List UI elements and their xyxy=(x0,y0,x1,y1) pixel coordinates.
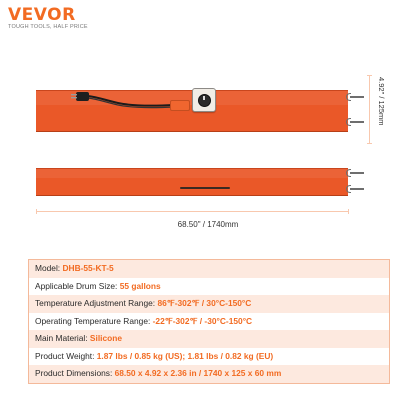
spec-label: Operating Temperature Range: xyxy=(35,315,153,326)
spec-label: Temperature Adjustment Range: xyxy=(35,298,158,308)
tension-hook-icon xyxy=(350,188,364,190)
spec-value: -22℉-302℉ / -30°C-150°C xyxy=(152,315,253,326)
spec-label: Model: xyxy=(35,263,63,273)
cord-connector xyxy=(170,100,190,111)
spec-row-operating-temperature xyxy=(29,313,389,331)
spec-value: DHB-55-KT-5 xyxy=(62,263,114,273)
strip-edge-wire xyxy=(180,187,230,189)
vevor-logo xyxy=(8,6,88,30)
spec-label: Applicable Drum Size: xyxy=(35,280,120,291)
spec-row-temperature-adjustment xyxy=(29,295,389,313)
length-dimension-line xyxy=(36,211,349,212)
brand-tagline: TOUGH TOOLS, HALF PRICE xyxy=(8,24,88,30)
spec-value: Silicone xyxy=(89,333,123,343)
spec-row-weight xyxy=(29,348,389,366)
spec-value: 1.87 lbs / 0.85 kg (US); 1.81 lbs / 0.82 kg (EU) xyxy=(96,350,274,361)
tension-hook-icon xyxy=(350,172,364,174)
tension-hook-icon xyxy=(350,96,364,98)
spec-row-drum-size xyxy=(29,278,389,296)
spec-row-dimensions xyxy=(29,365,389,383)
height-dimension-label: 4.92" / 125mm xyxy=(377,77,386,126)
specs-table xyxy=(28,259,390,384)
spec-label: Main Material: xyxy=(35,333,90,343)
spec-label: Product Dimensions: xyxy=(35,368,115,378)
thermostat-dial-icon xyxy=(192,88,216,112)
spec-value: 68.50 x 4.92 x 2.36 in / 1740 x 125 x 60 mm xyxy=(114,368,282,378)
spec-label: Product Weight: xyxy=(35,350,97,361)
height-dimension-line xyxy=(369,75,370,144)
length-dimension-label: 68.50" / 1740mm xyxy=(177,220,239,229)
spec-value: 55 gallons xyxy=(119,280,161,291)
spec-value: 86℉-302℉ / 30°C-150°C xyxy=(157,298,252,308)
spec-row-model xyxy=(29,260,389,278)
heater-band-strip xyxy=(36,168,348,196)
brand-name: VEVOR xyxy=(8,5,76,25)
tension-hook-icon xyxy=(350,121,364,123)
spec-row-material xyxy=(29,330,389,348)
